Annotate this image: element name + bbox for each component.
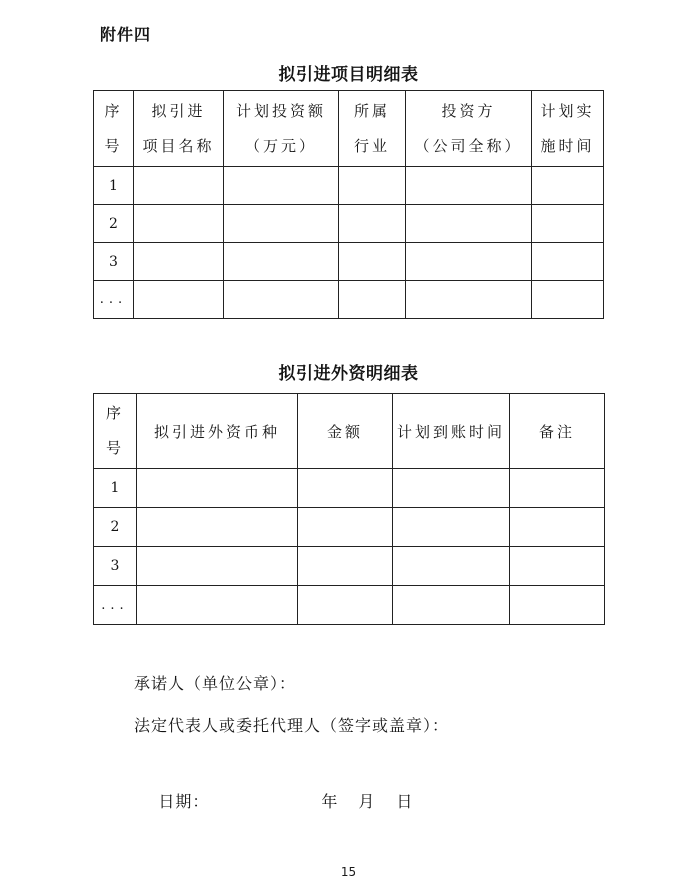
row-number-cell: ...: [94, 586, 137, 625]
col-header-planned-investment-line2: （万元）: [244, 136, 317, 155]
col-header-seq-line1: 序: [104, 101, 123, 120]
empty-cell: [134, 205, 224, 243]
col-header-planned-investment-line1: 计划投资额: [235, 101, 326, 120]
foreign-capital-table: [93, 393, 605, 625]
empty-cell: [406, 243, 532, 281]
legal-representative-line: 法定代表人或委托代理人（签字或盖章）：: [134, 716, 450, 735]
empty-cell: [134, 281, 224, 319]
empty-cell: [393, 547, 510, 586]
empty-cell: [298, 469, 393, 508]
empty-cell: [137, 547, 298, 586]
empty-cell: [510, 508, 605, 547]
table-row: [94, 205, 604, 243]
projects-table: [93, 90, 604, 319]
table-row: [94, 281, 604, 319]
col-header-project-name: [134, 91, 224, 167]
table-row: [94, 243, 604, 281]
empty-cell: [510, 547, 605, 586]
attachment-label: 附件四: [100, 25, 152, 44]
table-row: [94, 167, 604, 205]
col-header-seq: [94, 394, 137, 469]
col-header-industry-line2: 行业: [353, 136, 390, 155]
empty-cell: [532, 281, 604, 319]
row-number-cell: 1: [94, 167, 134, 205]
page-number: 15: [340, 865, 357, 879]
empty-cell: [134, 243, 224, 281]
empty-cell: [137, 508, 298, 547]
empty-cell: [137, 469, 298, 508]
empty-cell: [298, 547, 393, 586]
col-header-remarks: 备注: [510, 394, 605, 469]
empty-cell: [393, 508, 510, 547]
col-header-implementation-time-line2: 施时间: [540, 136, 595, 155]
empty-cell: [510, 469, 605, 508]
empty-cell: [339, 167, 406, 205]
date-label: 日期：: [158, 792, 210, 811]
day-label: 日: [396, 792, 414, 811]
empty-cell: [393, 469, 510, 508]
empty-cell: [406, 167, 532, 205]
col-header-planned-investment: [224, 91, 339, 167]
col-header-industry: [339, 91, 406, 167]
empty-cell: [298, 508, 393, 547]
empty-cell: [532, 205, 604, 243]
empty-cell: [224, 281, 339, 319]
col-header-seq-line1: 序: [105, 404, 124, 422]
col-header-investor-line2: （公司全称）: [414, 136, 523, 155]
col-header-seq-line2: 号: [105, 439, 124, 457]
empty-cell: [406, 205, 532, 243]
empty-cell: [339, 281, 406, 319]
col-header-amount: 金额: [298, 394, 393, 469]
col-header-investor-line1: 投资方: [441, 101, 496, 120]
row-number-cell: 3: [94, 547, 137, 586]
projects-table-title: 拟引进项目明细表: [278, 65, 419, 85]
col-header-implementation-time: [532, 91, 604, 167]
col-header-project-name-line1: 拟引进: [151, 101, 206, 120]
foreign-capital-table-title: 拟引进外资明细表: [278, 364, 419, 384]
empty-cell: [224, 167, 339, 205]
month-label: 月: [358, 792, 376, 811]
table-row: [94, 547, 605, 586]
col-header-implementation-time-line1: 计划实: [540, 101, 595, 120]
empty-cell: [298, 586, 393, 625]
col-header-investor: [406, 91, 532, 167]
col-header-industry-line1: 所属: [353, 101, 390, 120]
col-header-currency: 拟引进外资币种: [137, 394, 298, 469]
empty-cell: [224, 243, 339, 281]
empty-cell: [134, 167, 224, 205]
date-line: [134, 770, 413, 831]
col-header-seq-line2: 号: [104, 136, 123, 155]
projects-table-header-row: [94, 91, 604, 167]
empty-cell: [224, 205, 339, 243]
col-header-project-name-line2: 项目名称: [142, 136, 215, 155]
col-header-seq: [94, 91, 134, 167]
empty-cell: [339, 243, 406, 281]
promisor-line: 承诺人（单位公章）：: [134, 674, 297, 693]
row-number-cell: ...: [94, 281, 134, 319]
empty-cell: [393, 586, 510, 625]
empty-cell: [532, 167, 604, 205]
row-number-cell: 2: [94, 508, 137, 547]
col-header-arrival-time: 计划到账时间: [393, 394, 510, 469]
empty-cell: [510, 586, 605, 625]
empty-cell: [532, 243, 604, 281]
row-number-cell: 2: [94, 205, 134, 243]
empty-cell: [406, 281, 532, 319]
empty-cell: [339, 205, 406, 243]
table-row: [94, 508, 605, 547]
table-row: [94, 469, 605, 508]
table-row: [94, 586, 605, 625]
year-label: 年: [321, 792, 339, 811]
foreign-capital-table-header-row: [94, 394, 605, 469]
row-number-cell: 1: [94, 469, 137, 508]
row-number-cell: 3: [94, 243, 134, 281]
empty-cell: [137, 586, 298, 625]
